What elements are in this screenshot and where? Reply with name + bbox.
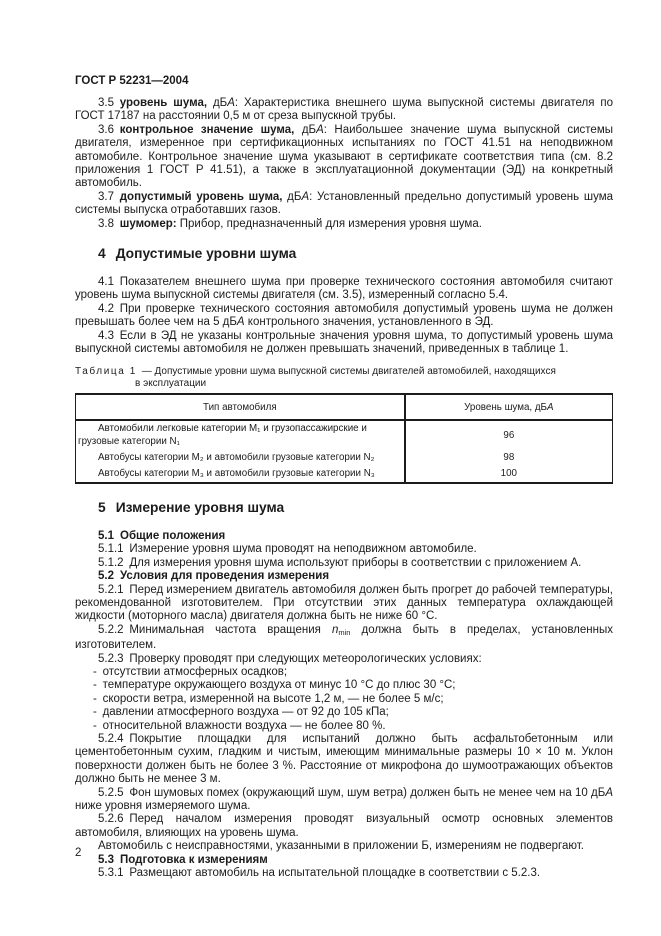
text-run: Уровень шума, дБ	[464, 401, 547, 413]
section-heading	[75, 500, 613, 516]
paragraph	[75, 124, 613, 191]
heading-number: 4	[98, 246, 106, 262]
table-row	[76, 466, 613, 483]
paragraph	[75, 557, 613, 570]
text-run: 5.1.1 Измерение уровня шума проводят на неподвижном автомобиле.	[98, 543, 477, 556]
caption-label: Таблица 1	[75, 365, 137, 377]
table-row	[76, 450, 613, 466]
document-content	[75, 74, 613, 880]
text-run: - температуре окружающего воздуха от минус 10 °С до плюс 30 °С;	[93, 679, 456, 692]
section-heading	[75, 246, 613, 262]
noise-value-cell: 96	[405, 420, 613, 450]
text-run: - отсутствии атмосферных осадков;	[93, 665, 288, 678]
document-body	[75, 97, 613, 880]
italic-text: А	[236, 316, 245, 329]
document-header: ГОСТ Р 52231—2004	[75, 75, 189, 87]
list-item	[75, 693, 613, 706]
page-number: 2	[75, 847, 82, 859]
noise-value-cell: 100	[405, 466, 613, 483]
vehicle-type-cell: Автобусы категории M₃ и автомобили грузовые категории N₃	[98, 468, 375, 480]
heading-text: Подготовка к измерениям	[120, 853, 268, 866]
text-run: дБ	[207, 97, 228, 109]
paragraph	[75, 276, 613, 303]
bold-term: шумомер:	[119, 217, 177, 230]
text-run: 5.2.1 Перед измерением двигатель автомобиля должен быть прогрет до рабочей температуры, рекомендованной изготовителем. При отсутствии этих данных температура охлаждающей жидкости (моторного масла) двигателя должна быть не ниже 60 °С.	[75, 583, 613, 623]
paragraph	[75, 624, 613, 653]
text-run: ниже уровня измеряемого шума.	[75, 800, 251, 813]
text-run: дБ	[294, 123, 317, 136]
text-run: 5.2.3 Проверку проводят при следующих метеорологических условиях:	[98, 652, 482, 665]
paragraph	[75, 218, 613, 231]
text-run: : Характеристика внешнего шума выпускной системы двигателя по ГОСТ 17187 на расстоянии 0,5 м от среза выпускной трубы.	[75, 97, 613, 123]
text-run: должна быть в пределах, установленных изготовителем.	[75, 623, 613, 652]
heading-number: 5.1	[98, 529, 114, 542]
heading-text: Измерение уровня шума	[115, 499, 285, 515]
heading-number: 5.3	[98, 853, 114, 866]
subsection-heading	[75, 854, 613, 867]
text-run: 5.1.2 Для измерения уровня шума используют приборы в соответствии с приложением А.	[98, 556, 582, 569]
caption-line2: в эксплуатации	[135, 377, 207, 389]
text-run: 4.1 Показателем внешнего шума при проверке технического состояния автомобиля считают уровень шума выпускной системы двигателя (см. 3.5), измеренный согласно 5.4.	[75, 276, 613, 302]
column-header-noise-level	[405, 394, 613, 420]
text-run: : Установленный предельно допустимый уровень шума системы выпуска отработавших газов.	[75, 190, 613, 217]
paragraph	[75, 584, 613, 624]
italic-text: А	[227, 97, 235, 109]
italic-text: А	[547, 401, 554, 413]
table-row	[76, 420, 613, 450]
text-run: Автомобиль с неисправностями, указанными в приложении Б, измерениям не подвергают.	[98, 840, 584, 853]
list-item	[75, 666, 613, 679]
paragraph	[75, 813, 613, 840]
heading-text: Общие положения	[120, 529, 226, 542]
text-run: 3.8	[98, 217, 120, 230]
vehicle-type-cell: Автомобили легковые категории M₁ и грузопассажирские и грузовые категории N₁	[78, 423, 367, 448]
italic-text: А	[605, 786, 613, 799]
noise-value-cell: 98	[405, 450, 613, 466]
list-item	[75, 720, 613, 733]
bold-term: уровень шума,	[119, 97, 208, 109]
paragraph	[75, 97, 613, 124]
text-run: 4.2 При проверке технического состояния автомобиля допустимый уровень шума не должен превышать более чем на 5 дБ	[75, 302, 613, 329]
list-item	[75, 679, 613, 692]
heading-number: 5.2	[98, 570, 114, 583]
paragraph	[75, 303, 613, 330]
subscript-text: min	[338, 627, 351, 637]
subsection-heading	[75, 530, 613, 543]
text-run: - относительной влажности воздуха — не более 80 %.	[93, 719, 386, 732]
vehicle-type-cell: Автобусы категории M₂ и автомобили грузовые категории N₂	[98, 452, 375, 464]
heading-text: Допустимые уровни шума	[115, 246, 297, 262]
text-run: 3.7	[98, 190, 120, 203]
text-run: - давлении атмосферного воздуха — от 92 до 105 кПа;	[93, 706, 389, 719]
italic-text: А	[316, 123, 324, 136]
italic-text: n	[331, 623, 339, 636]
text-run: Прибор, предназначенный для измерения уровня шума.	[176, 217, 482, 230]
list-item	[75, 706, 613, 719]
bold-term: допустимый уровень шума,	[119, 190, 283, 203]
bold-term: контрольное значение шума,	[119, 123, 295, 136]
paragraph	[75, 330, 613, 357]
subsection-heading	[75, 570, 613, 583]
paragraph	[75, 787, 613, 814]
text-run: 5.2.2 Минимальная частота вращения	[98, 623, 332, 636]
paragraph	[75, 191, 613, 218]
text-run: 3.6	[98, 123, 120, 136]
paragraph	[75, 543, 613, 556]
heading-text: Условия для проведения измерения	[120, 570, 330, 583]
text-run: дБ	[282, 190, 302, 203]
text-run: - скорости ветра, измеренной на высоте 1,2 м, — не более 5 м/с;	[93, 692, 444, 705]
paragraph	[75, 653, 613, 666]
text-run: 5.2.6 Перед началом измерения проводят визуальный осмотр основных элементов автомобиля, влияющих на уровень шума.	[75, 813, 613, 839]
text-run: контрольного значения, установленного в ЭД.	[244, 316, 494, 329]
paragraph	[75, 867, 613, 880]
text-run: : Наибольшее значение шума выпускной системы двигателя, измеренное при сертификационных испытаниях по ГОСТ 41.51 на неподвижном автомобиле. Контрольное значение шума указывают в сертификате соответствия типа (см. 8.2 приложения 1 ГОСТ Р 41.51), а также в эксплуатационной документации (ЭД) на конкретный автомобиль.	[75, 123, 613, 190]
caption-text: — Допустимые уровни шума выпускной системы двигателей автомобилей, находящихся	[138, 365, 556, 377]
text-run: 5.2.4 Покрытие площадки для испытаний должно быть асфальтобетонным или цементобетонным сухим, гладким и чистым, имеющим минимальные размеры 10 × 10 м. Уклон поверхности должен быть не более 3 %. Расстояние от микрофона до шумоотражающих объектов должно быть не менее 3 м.	[75, 733, 613, 786]
table-header-row	[76, 394, 613, 420]
column-header-type: Тип автомобиля	[76, 394, 405, 420]
heading-number: 5	[98, 499, 106, 515]
text-run: 4.3 Если в ЭД не указаны контрольные значения уровня шума, то допустимый уровень шума выпускной системы автомобиля не должен превышать значений, приведенных в таблице 1.	[75, 329, 613, 356]
text-run: 5.2.5 Фон шумовых помех (окружающий шум, шум ветра) должен быть не менее чем на 10 дБ	[98, 786, 606, 799]
paragraph	[75, 733, 613, 787]
text-run: 5.3.1 Размещают автомобиль на испытательной площадке в соответствии с 5.2.3.	[98, 867, 541, 880]
paragraph	[75, 840, 613, 853]
text-run: 3.5	[98, 97, 120, 109]
table-caption	[75, 366, 613, 390]
noise-limits-table	[75, 393, 613, 484]
italic-text: А	[301, 190, 310, 203]
